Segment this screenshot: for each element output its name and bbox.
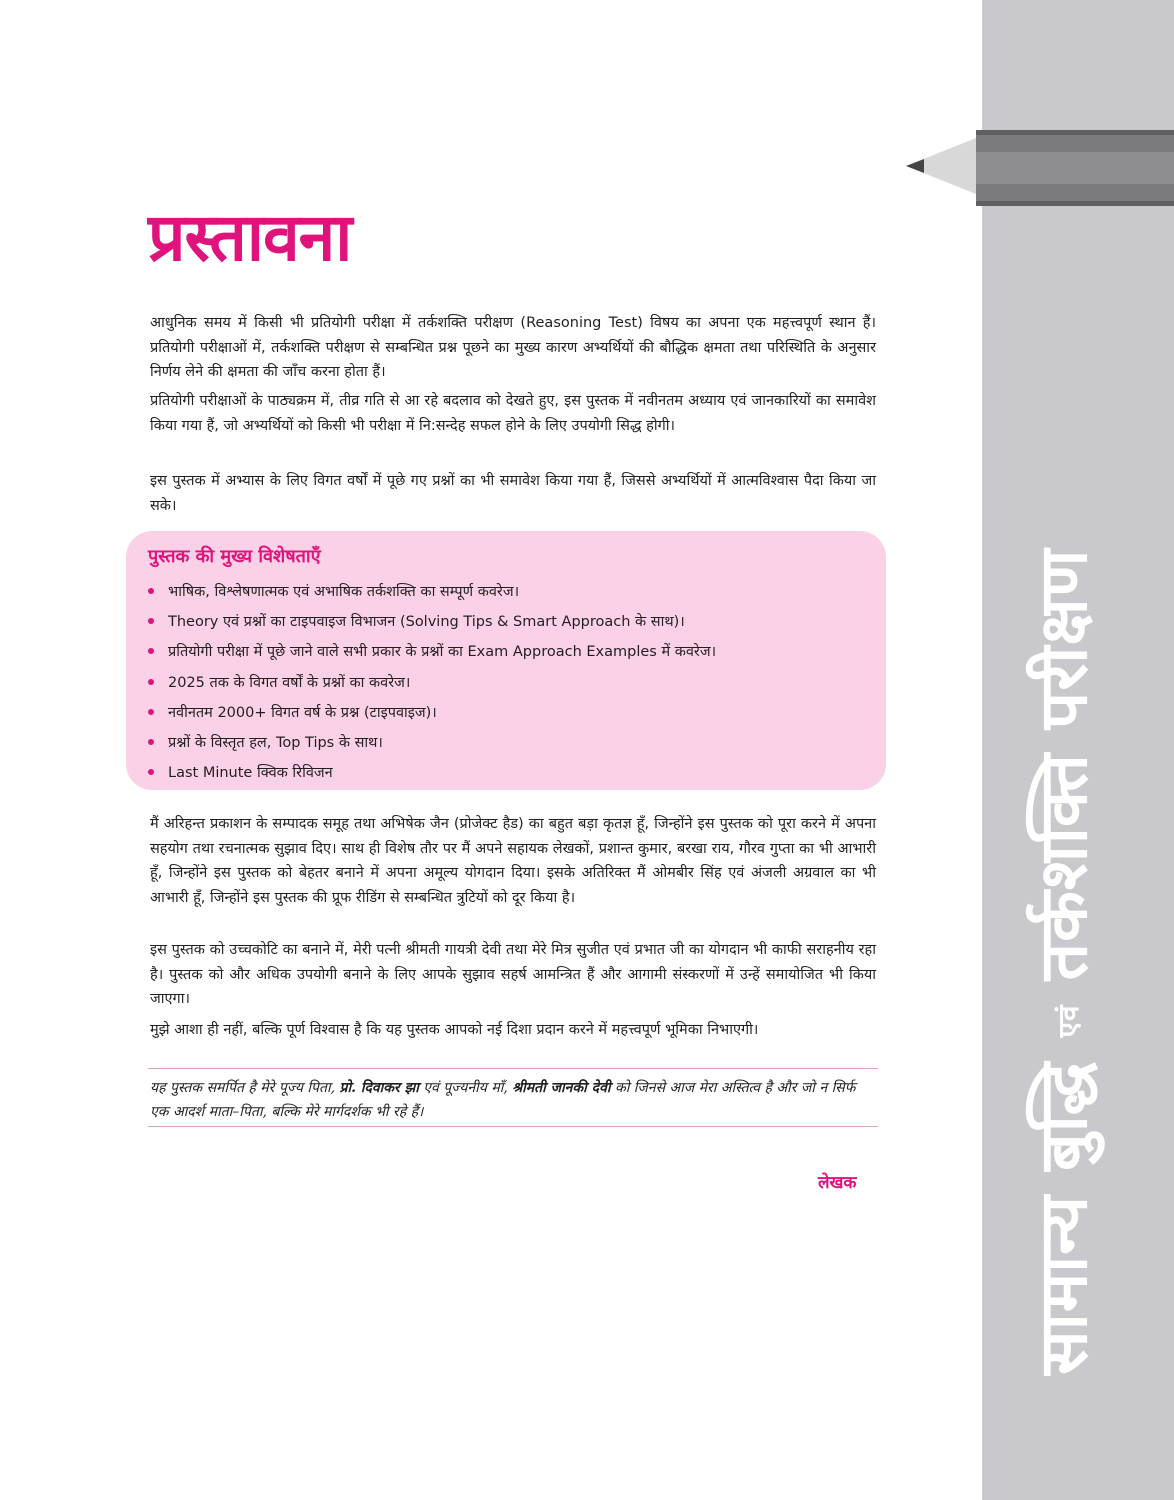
bullet-icon (148, 769, 154, 775)
dedication (150, 1076, 878, 1124)
feature-item (148, 609, 716, 639)
author-signature: लेखक (818, 1173, 857, 1193)
feature-text: भाषिक, विश्लेषणात्मक एवं अभाषिक तर्कशक्ति का सम्पूर्ण कवरेज। (168, 584, 520, 600)
bullet-icon (148, 739, 154, 745)
intro-paragraph: प्रतियोगी परीक्षाओं के पाठ्यक्रम में, तीव्र गति से आ रहे बदलाव को देखते हुए, इस पुस्तक में नवीनतम अध्याय एवं जानकारियों का समावेश किया गया हैं, जो अभ्यर्थियों को किसी भी परीक्षा में नि:सन्देह सफल होने के लिए उपयोगी सिद्ध होगी। (150, 393, 876, 434)
dedication-text: को जिनसे आज मेरा अस्तित्व है और जो न सिर्फ एक आदर्श माता–पिता, बल्कि मेरे मार्गदर्शक भी रहे हैं। (150, 1080, 856, 1120)
feature-text: नवीनतम 2000+ विगत वर्ष के प्रश्न (टाइपवाइज)। (168, 704, 437, 721)
bullet-icon (148, 588, 154, 594)
side-title-part3: तर्कशक्ति परीक्षण (1025, 548, 1102, 981)
dedication-text: यह पुस्तक समर्पित है मेरे पूज्य पिता, (150, 1080, 340, 1096)
bullet-icon (148, 679, 154, 685)
dedication-text: एवं पूज्यनीय माँ, (418, 1080, 513, 1096)
side-title-part1: सामान्य बुद्धि (1025, 1061, 1102, 1375)
bullet-icon (148, 709, 154, 715)
intro-paragraph: इस पुस्तक में अभ्यास के लिए विगत वर्षों में पूछे गए प्रश्नों का भी समावेश किया गया हैं, जिससे अभ्यर्थियों में आत्मविश्वास पैदा किया जा सके। (150, 473, 876, 514)
feature-item (148, 760, 716, 790)
dedication-father: प्रो. दिवाकर झा (339, 1080, 419, 1096)
side-title-part2: एवं (1051, 1004, 1085, 1038)
acknowledgement-paragraph: इस पुस्तक को उच्चकोटि का बनाने में, मेरी पत्नी श्रीमती गायत्री देवी तथा मेरे मित्र सुजीत एवं प्रभात जी का योगदान भी काफी सराहनीय रहा है। पुस्तक को और अधिक उपयोगी बनाने के लिए आपके सुझाव सहर्ष आमन्त्रित हैं और आगामी संस्करणों में उन्हें समायोजित भी किया जाएगा। (150, 942, 876, 1007)
features-heading: पुस्तक की मुख्य विशेषताएँ (148, 546, 321, 567)
feature-text: प्रश्नों के विस्तृत हल, Top Tips के साथ। (168, 734, 383, 751)
feature-text: Theory एवं प्रश्नों का टाइपवाइज विभाजन (Solving Tips & Smart Approach के साथ)। (168, 614, 685, 631)
divider (148, 1126, 878, 1127)
features-list (148, 579, 716, 790)
feature-item (148, 639, 716, 669)
features-box (126, 531, 886, 790)
feature-item (148, 579, 716, 609)
dedication-mother: श्रीमती जानकी देवी (512, 1080, 611, 1096)
divider (148, 1068, 878, 1069)
intro-paragraph: आधुनिक समय में किसी भी प्रतियोगी परीक्षा में तर्कशक्ति परीक्षण (Reasoning Test) विषय का अपना एक महत्त्वपूर्ण स्थान हैं। प्रतियोगी परीक्षाओं में, तर्कशक्ति परीक्षण से सम्बन्धित प्रश्न पूछने का मुख्य कारण अभ्यर्थियों की बौद्धिक क्षमता तथा परिस्थिति के अनुसार निर्णय लेने की क्षमता की जाँच करना होता हैं। (150, 315, 876, 380)
feature-item (148, 700, 716, 730)
feature-text: 2025 तक के विगत वर्षों के प्रश्नों का कवरेज। (168, 674, 411, 691)
acknowledgement-paragraph: मैं अरिहन्त प्रकाशन के सम्पादक समूह तथा अभिषेक जैन (प्रोजेक्ट हैड) का बहुत बड़ा कृतज्ञ हूँ, जिन्होंने इस पुस्तक को पूरा करने में अपना सहयोग तथा रचनात्मक सुझाव दिए। साथ ही विशेष तौर पर मैं अपने सहायक लेखकों, प्रशान्त कुमार, बरखा राय, गौरव गुप्ता का भी आभारी हूँ, जिन्होंने इस पुस्तक को बेहतर बनाने में अपना अमूल्य योगदान दिया। इसके अतिरिक्त मैं ओमबीर सिंह एवं अंजली अग्रवाल का भी आभारी हूँ, जिन्होंने इस पुस्तक की प्रूफ रीडिंग से सम्बन्धित त्रुटियों को दूर किया है। (150, 816, 876, 906)
feature-text: प्रतियोगी परीक्षा में पूछे जाने वाले सभी प्रकार के प्रश्नों का Exam Approach Examples में कवरेज। (168, 644, 717, 661)
closing-paragraph: मुझे आशा ही नहीं, बल्कि पूर्ण विश्वास है कि यह पुस्तक आपको नई दिशा प्रदान करने में महत्त्वपूर्ण भूमिका निभाएगी। (150, 1022, 759, 1038)
page-title: प्रस्तावना (148, 199, 352, 276)
bullet-icon (148, 618, 154, 624)
side-book-title (1016, 549, 1106, 1375)
pencil-icon (906, 130, 1174, 206)
feature-item (148, 670, 716, 700)
bullet-icon (148, 648, 154, 654)
feature-item (148, 730, 716, 760)
feature-text: Last Minute क्विक रिविजन (168, 765, 333, 782)
